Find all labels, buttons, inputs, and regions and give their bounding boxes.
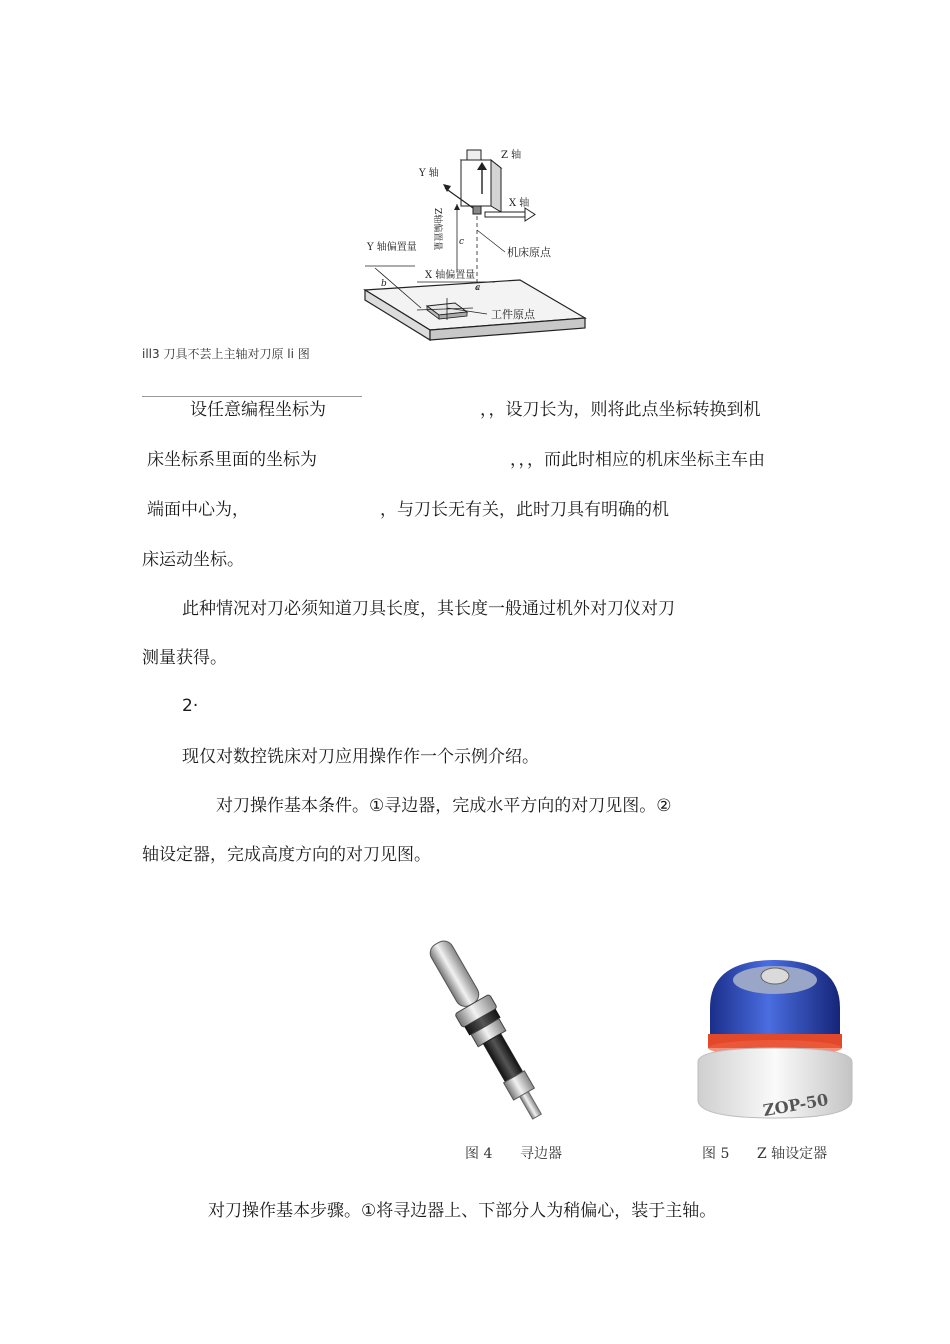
figure-5-caption: Z 轴设定器 xyxy=(757,1146,828,1162)
y-offset-label: Y 轴偏置量 xyxy=(367,242,417,253)
para-1-left: 设任意编程坐标为 xyxy=(190,400,326,420)
work-origin-label: 工件原点 xyxy=(491,308,535,321)
para-3-left: 端面中心为， xyxy=(147,500,249,520)
z-offset-label: Z轴偏置量 xyxy=(432,208,442,251)
para-3-right: ，与刀长无有关，此时刀具有明确的机 xyxy=(380,500,669,520)
figure-3-caption: ill3 刀具不芸上主轴对刀原 li 图 xyxy=(142,347,310,361)
figure-3-diagram xyxy=(355,140,595,350)
x-offset-label: X 轴偏置量 xyxy=(425,270,476,281)
para-2-left: 床坐标系里面的坐标为 xyxy=(147,450,317,470)
separator-line xyxy=(142,396,362,397)
z-axis-setter-image xyxy=(690,950,860,1140)
para-2-right: ，，，而此时相应的机床坐标主车由 xyxy=(510,450,765,470)
a-label: a xyxy=(475,283,481,293)
para-11: 对刀操作基本步骤。①将寻边器上、下部分人为稍偏心，装于主轴。 xyxy=(208,1201,717,1221)
x-axis-label: X 轴 xyxy=(509,198,530,209)
zop-50-label: ZOP-50 xyxy=(761,1089,830,1121)
para-8: 现仅对数控铣床对刀应用操作作一个示例介绍。 xyxy=(182,747,539,767)
para-6: 测量获得。 xyxy=(142,648,227,668)
para-10: 轴设定器，完成高度方向的对刀见图。 xyxy=(142,845,431,865)
para-1-right: ，，设刀长为，则将此点坐标转换到机 xyxy=(480,400,761,420)
figure-4-number: 图 4 xyxy=(465,1146,493,1162)
y-axis-label: Y 轴 xyxy=(419,168,439,179)
b-label: b xyxy=(381,279,387,289)
para-4: 床运动坐标。 xyxy=(142,550,244,570)
z-axis-label: Z 轴 xyxy=(501,150,522,161)
figure-5-number: 图 5 xyxy=(702,1146,730,1162)
figure-4-caption: 寻边器 xyxy=(520,1146,562,1162)
para-9: 对刀操作基本条件。①寻边器，完成水平方向的对刀见图。② xyxy=(216,796,672,816)
machine-origin-label: 机床原点 xyxy=(507,246,551,259)
edge-finder-image xyxy=(395,930,580,1130)
para-5: 此种情况对刀必须知道刀具长度，其长度一般通过机外对刀仪对刀 xyxy=(182,599,675,619)
section-number: 2· xyxy=(182,696,199,716)
c-label: c xyxy=(459,237,465,247)
